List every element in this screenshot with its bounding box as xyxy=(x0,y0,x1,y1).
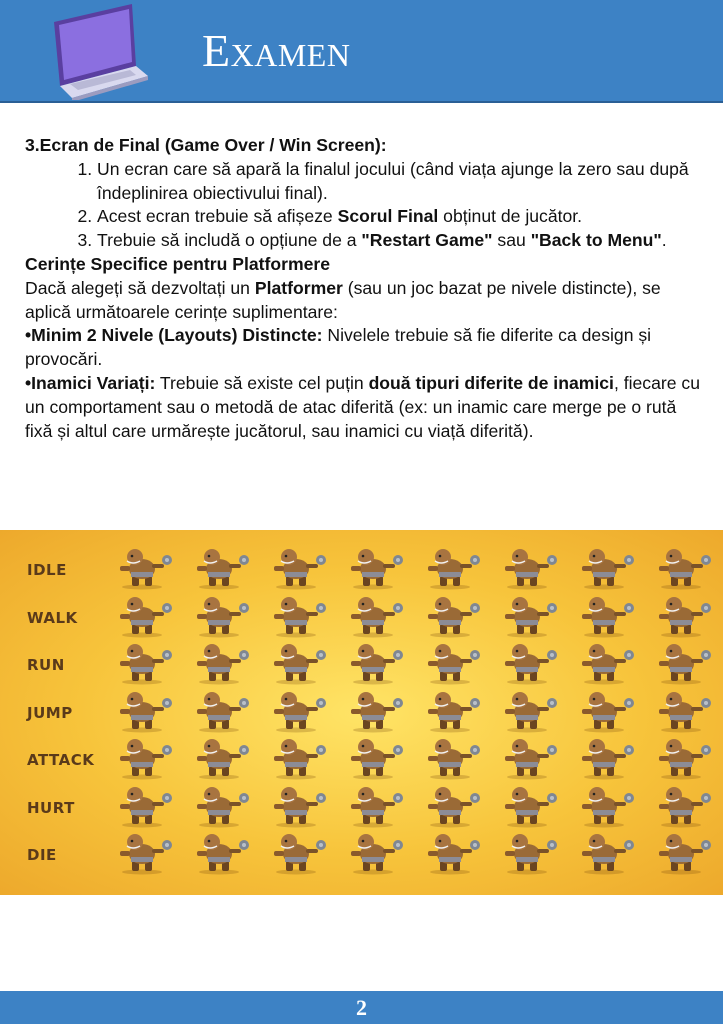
ogre-sprite-frame xyxy=(420,831,482,875)
ogre-sprite-frame xyxy=(112,641,174,685)
requirement-enemies: •Inamici Variați: Trebuie să existe cel puțin două tipuri diferite de inamici, fiecare cu un comportament sau o metodă de atac diferită (ex: un inamic care merge pe o rută fixă și altul care urmărește jucătorul, sau inamici cu viață diferită). xyxy=(25,372,700,441)
page-number: 2 xyxy=(356,995,367,1020)
ogre-sprite-frame xyxy=(189,641,251,685)
ogre-sprite-frame xyxy=(420,641,482,685)
ogre-sprite-frame xyxy=(343,831,405,875)
ogre-sprite-frame xyxy=(420,546,482,590)
ogre-sprite-frame xyxy=(266,831,328,875)
sprite-sheet xyxy=(0,530,723,895)
ogre-sprite-frame xyxy=(189,594,251,638)
ogre-sprite-frame xyxy=(189,831,251,875)
ogre-sprite-frame xyxy=(343,594,405,638)
ogre-sprite-frame xyxy=(266,689,328,733)
ogre-sprite-frame xyxy=(651,689,713,733)
ogre-sprite-frame xyxy=(343,641,405,685)
ogre-sprite-frame xyxy=(266,784,328,828)
platformer-heading: Cerințe Specifice pentru Platformere xyxy=(25,253,331,274)
ogre-sprite-frame xyxy=(574,546,636,590)
ogre-sprite-frame xyxy=(574,831,636,875)
sprite-state-label: WALK xyxy=(27,608,78,627)
ogre-sprite-frame xyxy=(574,641,636,685)
ogre-sprite-frame xyxy=(266,641,328,685)
ogre-sprite-frame xyxy=(651,831,713,875)
document-body xyxy=(25,134,705,443)
ogre-sprite-frame xyxy=(497,784,559,828)
ogre-sprite-frame xyxy=(343,689,405,733)
ogre-sprite-frame xyxy=(420,689,482,733)
sprite-state-label: ATTACK xyxy=(27,751,95,769)
ogre-sprite-frame xyxy=(112,736,174,780)
requirements-list xyxy=(25,158,705,253)
ogre-sprite-frame xyxy=(497,594,559,638)
ogre-sprite-frame xyxy=(112,784,174,828)
sprite-state-label: RUN xyxy=(27,656,65,674)
ogre-sprite-frame xyxy=(497,689,559,733)
ogre-sprite-frame xyxy=(497,736,559,780)
ogre-sprite-frame xyxy=(497,831,559,875)
laptop-icon xyxy=(40,0,150,100)
ogre-sprite-frame xyxy=(112,831,174,875)
platformer-intro: Dacă alegeți să dezvoltați un Platformer (sau un joc bazat pe nivele distincte), se aplică următoarele cerințe suplimentare: xyxy=(25,277,661,322)
ogre-sprite-frame xyxy=(112,689,174,733)
ogre-sprite-frame xyxy=(651,736,713,780)
ogre-sprite-frame xyxy=(266,546,328,590)
sprite-state-label: JUMP xyxy=(27,703,73,722)
ogre-sprite-frame xyxy=(343,784,405,828)
section-heading: 3.Ecran de Final (Game Over / Win Screen): xyxy=(25,135,387,155)
ogre-sprite-frame xyxy=(189,736,251,780)
ogre-sprite-frame xyxy=(189,546,251,590)
ogre-sprite-frame xyxy=(651,546,713,590)
ogre-sprite-frame xyxy=(574,784,636,828)
requirement-levels: •Minim 2 Nivele (Layouts) Distincte: Nivelele trebuie să fie diferite ca design și provocări. xyxy=(25,325,652,370)
ogre-sprite-frame xyxy=(497,641,559,685)
ogre-sprite-frame xyxy=(189,689,251,733)
ogre-sprite-frame xyxy=(651,784,713,828)
sprite-state-label: HURT xyxy=(27,798,75,817)
sprite-state-label: DIE xyxy=(27,846,57,864)
sprite-state-label: IDLE xyxy=(27,561,67,579)
ogre-sprite-frame xyxy=(574,689,636,733)
ogre-sprite-frame xyxy=(266,736,328,780)
ogre-sprite-frame xyxy=(420,736,482,780)
list-item: 1. Un ecran care să apară la finalul jocului (când viața ajunge la zero sau după îndeplinirea obiectivului final). xyxy=(97,158,705,206)
header-divider xyxy=(0,101,723,103)
ogre-sprite-frame xyxy=(343,736,405,780)
ogre-sprite-frame xyxy=(651,641,713,685)
ogre-sprite-frame xyxy=(189,784,251,828)
ogre-sprite-frame xyxy=(266,594,328,638)
list-item: 3. Trebuie să includă o opțiune de a "Restart Game" sau "Back to Menu". xyxy=(97,229,705,253)
ogre-sprite-frame xyxy=(343,546,405,590)
ogre-sprite-frame xyxy=(497,546,559,590)
ogre-sprite-frame xyxy=(420,784,482,828)
ogre-sprite-frame xyxy=(112,546,174,590)
ogre-sprite-frame xyxy=(574,594,636,638)
ogre-sprite-frame xyxy=(651,594,713,638)
ogre-sprite-frame xyxy=(574,736,636,780)
list-item: 2. Acest ecran trebuie să afișeze Scorul Final obținut de jucător. xyxy=(97,205,705,229)
ogre-sprite-frame xyxy=(420,594,482,638)
ogre-sprite-frame xyxy=(112,594,174,638)
page-title: Examen xyxy=(202,25,351,76)
